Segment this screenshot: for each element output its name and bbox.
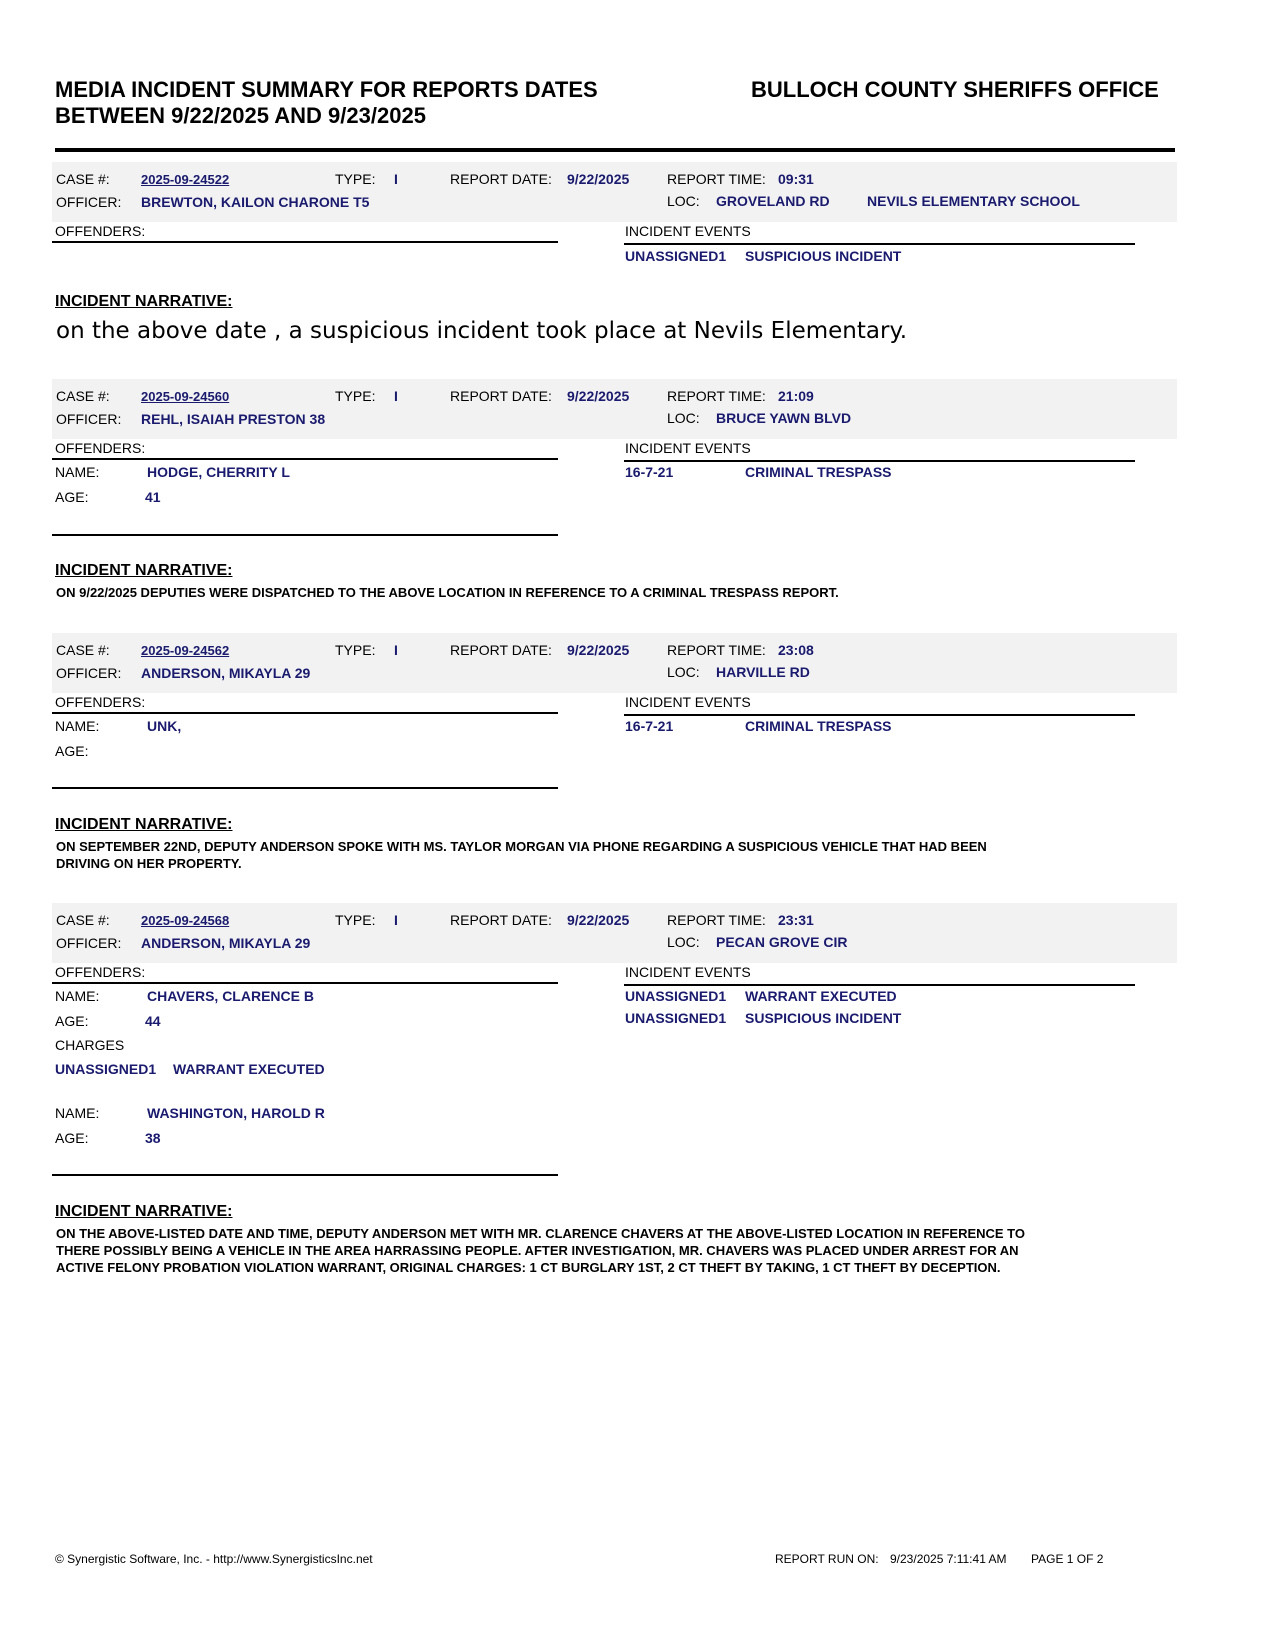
incident-events-label: INCIDENT EVENTS xyxy=(625,223,751,239)
report-time-value: 23:31 xyxy=(778,912,814,928)
offender-age-value: 44 xyxy=(145,1013,161,1029)
offender-name-value: CHAVERS, CLARENCE B xyxy=(147,988,314,1004)
offender-name-label: NAME: xyxy=(55,988,100,1004)
events-divider xyxy=(624,243,1135,245)
event-code: UNASSIGNED1 xyxy=(625,1010,727,1026)
offenders-divider xyxy=(52,241,558,243)
type-label: TYPE: xyxy=(335,642,376,658)
event-desc: CRIMINAL TRESPASS xyxy=(745,718,892,734)
copyright-text: © Synergistic Software, Inc. - http://www.SynergisticsInc.net xyxy=(55,1552,373,1566)
loc-extra-value: NEVILS ELEMENTARY SCHOOL xyxy=(867,193,1080,209)
narrative-text xyxy=(56,1225,1025,1276)
officer-label: OFFICER: xyxy=(56,194,122,210)
narrative-line: THERE POSSIBLY BEING A VEHICLE IN THE AREA HARRASSING PEOPLE. AFTER INVESTIGATION, MR. CHAVERS WAS PLACED UNDER ARREST FOR AN xyxy=(56,1243,1019,1258)
type-label: TYPE: xyxy=(335,912,376,928)
offender-age-value: 38 xyxy=(145,1130,161,1146)
report-date-value: 9/22/2025 xyxy=(567,642,630,658)
loc-label: LOC: xyxy=(667,410,700,426)
loc-label: LOC: xyxy=(667,193,700,209)
report-time-value: 23:08 xyxy=(778,642,814,658)
report-title-line1: MEDIA INCIDENT SUMMARY FOR REPORTS DATES xyxy=(55,77,598,102)
officer-value: BREWTON, KAILON CHARONE T5 xyxy=(141,194,370,210)
offenders-divider xyxy=(52,712,558,714)
narrative-text: on the above date , a suspicious incident took place at Nevils Elementary. xyxy=(56,318,908,344)
narrative-heading: INCIDENT NARRATIVE: xyxy=(55,1203,233,1220)
offender-age-label: AGE: xyxy=(55,1130,89,1146)
incident-events-label: INCIDENT EVENTS xyxy=(625,694,751,710)
charge-code: UNASSIGNED1 xyxy=(55,1061,157,1077)
report-date-value: 9/22/2025 xyxy=(567,388,630,404)
case-label: CASE #: xyxy=(56,388,110,404)
report-title-line2: BETWEEN 9/22/2025 AND 9/23/2025 xyxy=(55,103,426,128)
events-divider xyxy=(624,984,1135,986)
offenders-label: OFFENDERS: xyxy=(55,440,146,456)
incident-events-label: INCIDENT EVENTS xyxy=(625,440,751,456)
offender-name-value: UNK, xyxy=(147,718,182,734)
incident-events-label: INCIDENT EVENTS xyxy=(625,964,751,980)
event-desc: SUSPICIOUS INCIDENT xyxy=(745,1010,902,1026)
events-divider xyxy=(624,714,1135,716)
type-value: I xyxy=(394,912,398,928)
case-label: CASE #: xyxy=(56,171,110,187)
offender-name-value: WASHINGTON, HAROLD R xyxy=(147,1105,325,1121)
report-date-value: 9/22/2025 xyxy=(567,912,630,928)
report-time-value: 21:09 xyxy=(778,388,814,404)
offenders-bottom-divider xyxy=(52,787,558,789)
case-label: CASE #: xyxy=(56,642,110,658)
narrative-heading: INCIDENT NARRATIVE: xyxy=(55,562,233,579)
report-date-label: REPORT DATE: xyxy=(450,171,552,187)
case-number-link[interactable]: 2025-09-24568 xyxy=(141,913,230,928)
narrative-text xyxy=(56,838,987,872)
event-desc: WARRANT EXECUTED xyxy=(745,988,897,1004)
offenders-label: OFFENDERS: xyxy=(55,694,146,710)
loc-label: LOC: xyxy=(667,664,700,680)
officer-label: OFFICER: xyxy=(56,935,122,951)
narrative-line: DRIVING ON HER PROPERTY. xyxy=(56,856,242,871)
report-date-label: REPORT DATE: xyxy=(450,642,552,658)
event-code: 16-7-21 xyxy=(625,718,674,734)
loc-value: HARVILLE RD xyxy=(716,664,810,680)
offenders-label: OFFENDERS: xyxy=(55,223,146,239)
offender-age-label: AGE: xyxy=(55,743,89,759)
event-code: UNASSIGNED1 xyxy=(625,988,727,1004)
offenders-divider xyxy=(52,458,558,460)
loc-value: PECAN GROVE CIR xyxy=(716,934,848,950)
case-number-link[interactable]: 2025-09-24522 xyxy=(141,172,230,187)
report-date-value: 9/22/2025 xyxy=(567,171,630,187)
event-code: UNASSIGNED1 xyxy=(625,248,727,264)
narrative-line: ACTIVE FELONY PROBATION VIOLATION WARRANT, ORIGINAL CHARGES: 1 CT BURGLARY 1ST, 2 CT THEFT BY TAKING, 1 CT THEFT BY DECEPTION. xyxy=(56,1260,1001,1275)
type-value: I xyxy=(394,171,398,187)
report-time-label: REPORT TIME: xyxy=(667,912,766,928)
report-run-label: REPORT RUN ON: xyxy=(775,1552,879,1566)
report-date-label: REPORT DATE: xyxy=(450,912,552,928)
case-number-link[interactable]: 2025-09-24562 xyxy=(141,643,230,658)
offender-age-value: 41 xyxy=(145,489,161,505)
page-number: PAGE 1 OF 2 xyxy=(1031,1552,1104,1566)
officer-label: OFFICER: xyxy=(56,665,122,681)
narrative-line: ON SEPTEMBER 22ND, DEPUTY ANDERSON SPOKE WITH MS. TAYLOR MORGAN VIA PHONE REGARDING A SUSPICIOUS VEHICLE THAT HAD BEEN xyxy=(56,839,987,854)
charge-desc: WARRANT EXECUTED xyxy=(173,1061,325,1077)
offenders-bottom-divider xyxy=(52,1174,558,1176)
case-label: CASE #: xyxy=(56,912,110,928)
officer-value: REHL, ISAIAH PRESTON 38 xyxy=(141,411,326,427)
narrative-heading: INCIDENT NARRATIVE: xyxy=(55,816,233,833)
offender-name-label: NAME: xyxy=(55,1105,100,1121)
offenders-label: OFFENDERS: xyxy=(55,964,146,980)
report-time-label: REPORT TIME: xyxy=(667,388,766,404)
offenders-divider xyxy=(52,982,558,984)
event-desc: CRIMINAL TRESPASS xyxy=(745,464,892,480)
report-date-label: REPORT DATE: xyxy=(450,388,552,404)
officer-value: ANDERSON, MIKAYLA 29 xyxy=(141,935,311,951)
loc-value: BRUCE YAWN BLVD xyxy=(716,410,852,426)
loc-value: GROVELAND RD xyxy=(716,193,830,209)
report-run-value: 9/23/2025 7:11:41 AM xyxy=(890,1552,1007,1566)
events-divider xyxy=(624,460,1135,462)
offender-name-value: HODGE, CHERRITY L xyxy=(147,464,290,480)
case-number-link[interactable]: 2025-09-24560 xyxy=(141,389,230,404)
type-value: I xyxy=(394,642,398,658)
offender-age-label: AGE: xyxy=(55,1013,89,1029)
narrative-line: ON THE ABOVE-LISTED DATE AND TIME, DEPUTY ANDERSON MET WITH MR. CLARENCE CHAVERS AT THE ABOVE-LISTED LOCATION IN REFERENCE TO xyxy=(56,1226,1026,1241)
offenders-bottom-divider xyxy=(52,534,558,536)
agency-name: BULLOCH COUNTY SHERIFFS OFFICE xyxy=(751,77,1159,102)
report-time-value: 09:31 xyxy=(778,171,814,187)
header-divider xyxy=(55,148,1175,152)
type-value: I xyxy=(394,388,398,404)
event-desc: SUSPICIOUS INCIDENT xyxy=(745,248,902,264)
loc-label: LOC: xyxy=(667,934,700,950)
officer-value: ANDERSON, MIKAYLA 29 xyxy=(141,665,311,681)
type-label: TYPE: xyxy=(335,388,376,404)
offender-name-label: NAME: xyxy=(55,718,100,734)
report-title xyxy=(55,77,598,129)
charges-label: CHARGES xyxy=(55,1037,125,1053)
offender-name-label: NAME: xyxy=(55,464,100,480)
narrative-heading: INCIDENT NARRATIVE: xyxy=(55,293,233,310)
narrative-text: ON 9/22/2025 DEPUTIES WERE DISPATCHED TO THE ABOVE LOCATION IN REFERENCE TO A CRIMINAL TRESPASS REPORT. xyxy=(56,585,839,600)
event-code: 16-7-21 xyxy=(625,464,674,480)
offender-age-label: AGE: xyxy=(55,489,89,505)
type-label: TYPE: xyxy=(335,171,376,187)
report-time-label: REPORT TIME: xyxy=(667,642,766,658)
officer-label: OFFICER: xyxy=(56,411,122,427)
report-time-label: REPORT TIME: xyxy=(667,171,766,187)
